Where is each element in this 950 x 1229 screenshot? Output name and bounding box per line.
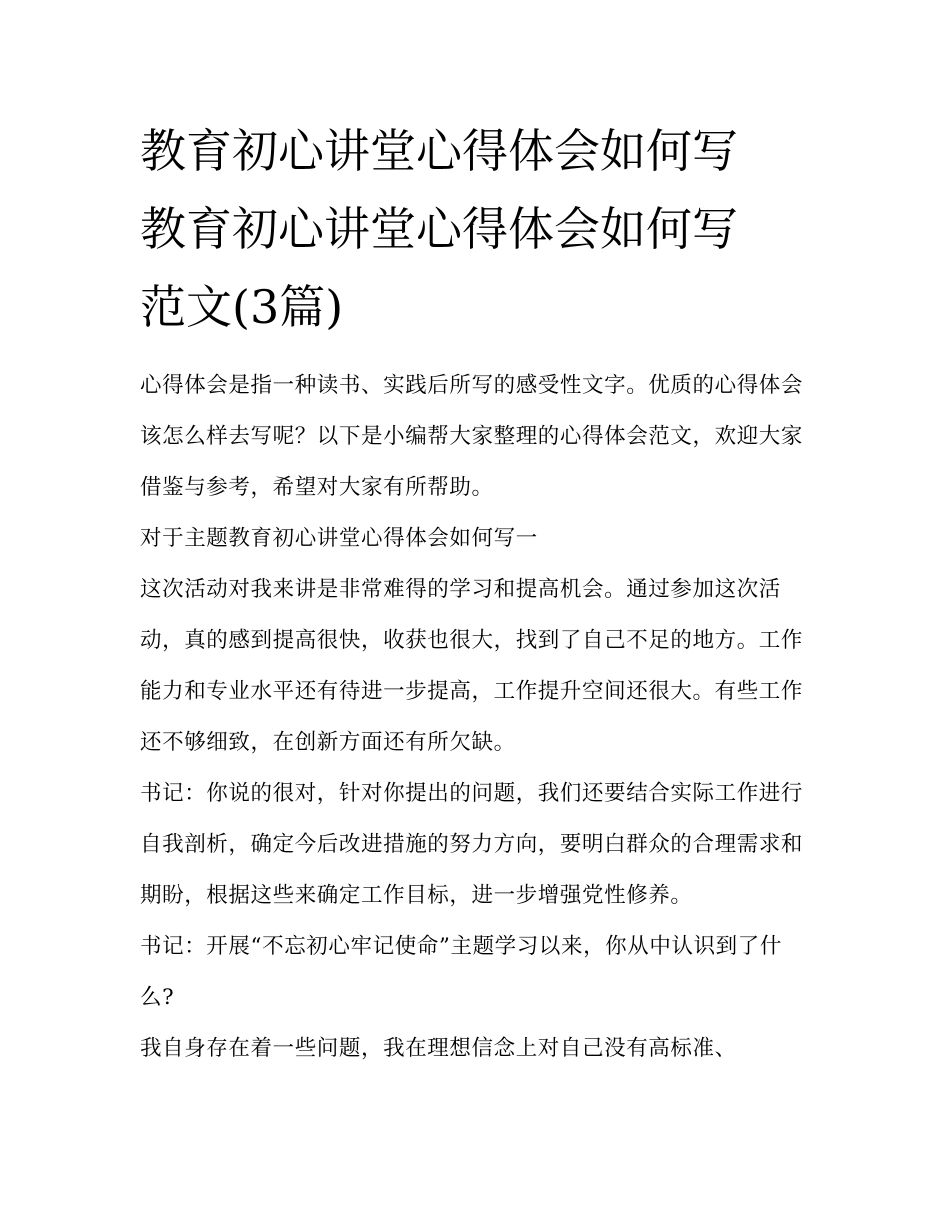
body-paragraph: 书记：开展“不忘初心牢记使命”主题学习以来，你从中认识到了什么? — [140, 934, 782, 1010]
body-paragraph: 书记：你说的很对，针对你提出的问题，我们还要结合实际工作进行自我剖析，确定今后改进措施的努力方向，要明白群众的合理需求和期盼，根据这些来确定工作目标，进一步增强党性修养。 — [140, 781, 804, 908]
section-heading: 对于主题教育初心讲堂心得体会如何写一 — [140, 526, 538, 551]
title-line-3: 范文(3篇) — [140, 280, 344, 334]
intro-paragraph: 心得体会是指一种读书、实践后所写的感受性文字。优质的心得体会该怎么样去写呢？以下是小编帮大家整理的心得体会范文，欢迎大家借鉴与参考，希望对大家有所帮助。 — [140, 373, 804, 500]
document-title — [140, 112, 812, 346]
body-paragraph: 我自身存在着一些问题，我在理想信念上对自己没有高标准、 — [140, 1036, 737, 1061]
document-page — [140, 112, 812, 1074]
title-line-1: 教育初心讲堂心得体会如何写 — [140, 124, 738, 178]
body-paragraph: 这次活动对我来讲是非常难得的学习和提高机会。通过参加这次活动，真的感到提高很快，收获也很大，找到了自己不足的地方。工作能力和专业水平还有待进一步提高，工作提升空间还很大。有些工作还不够细致，在创新方面还有所欠缺。 — [140, 577, 804, 755]
title-line-2: 教育初心讲堂心得体会如何写 — [140, 202, 738, 256]
